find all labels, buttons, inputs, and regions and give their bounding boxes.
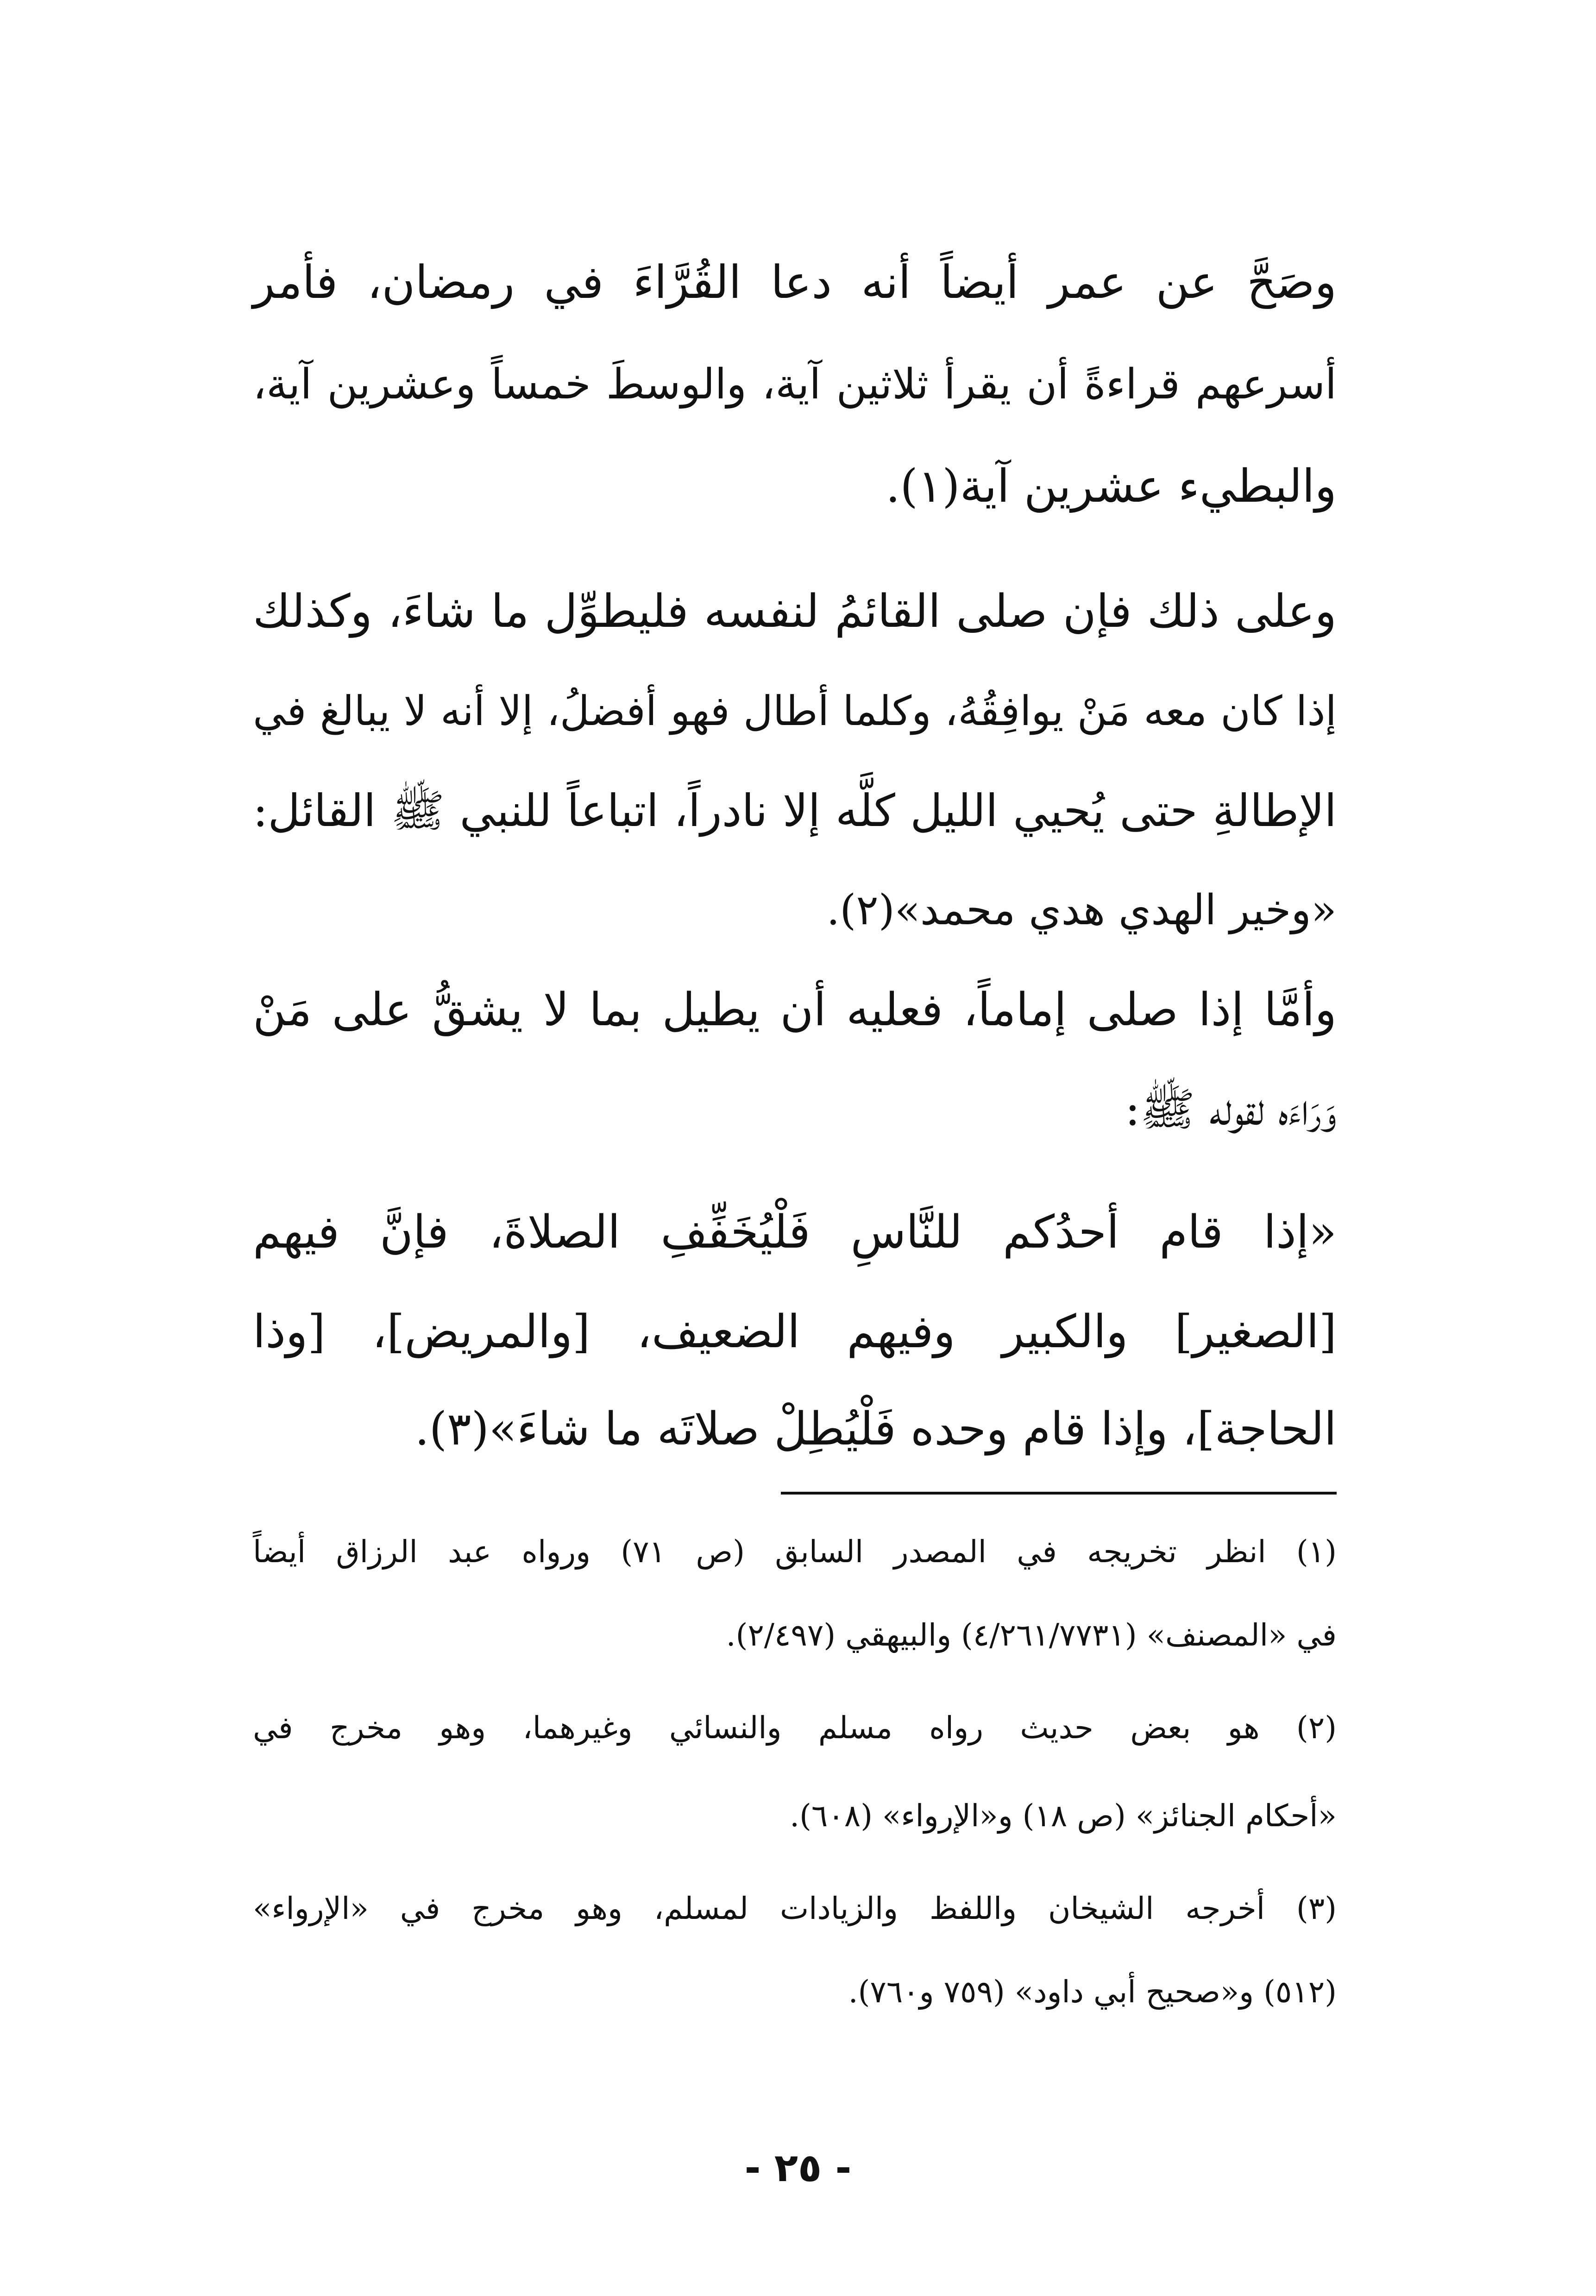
footnote-line: (٢) هو بعض حديث رواه مسلم والنسائي وغيرهما، وهو مخرج في <box>253 1710 1337 1746</box>
hadith-line: [الصغير] والكبير وفيهم الضعيف، [والمريض]، [وذا <box>253 1306 1337 1358</box>
footnote-line: (١) انظر تخريجه في المصدر السابق (ص ٧١) ورواه عبد الرزاق أيضاً <box>253 1534 1337 1570</box>
footnote-line: (٣) أخرجه الشيخان واللفظ والزيادات لمسلم، وهو مخرج في «الإرواء» <box>253 1891 1337 1926</box>
body-line: الإطالةِ حتى يُحيي الليل كلَّه إلا نادراً، اتباعاً للنبي ﷺ القائل: <box>253 785 1337 837</box>
page-number: - ٢٥ - <box>744 2145 852 2190</box>
hadith-line: «إذا قام أحدُكم للنَّاسِ فَلْيُخَفِّفِ الصلاةَ، فإنَّ فيهم <box>253 1206 1337 1259</box>
hadith-quote: «وخير الهدي هدي محمد»(٢). <box>826 886 1337 934</box>
body-line: وعلى ذلك فإن صلى القائمُ لنفسه فليطوِّل ما شاءَ، وكذلك <box>253 585 1337 638</box>
body-line: وَرَاءَه لقوله ﷺ: <box>1125 1083 1337 1136</box>
hadith-line: الحاجة]، وإذا قام وحده فَلْيُطِلْ صلاتَه ما شاءَ»(٣). <box>415 1403 1337 1456</box>
body-line: أسرعهم قراءةً أن يقرأ ثلاثين آية، والوسطَ خمساً وعشرين آية، <box>253 360 1337 409</box>
footnote-line: (٥١٢) و«صحيح أبي داود» (٧٥٩ و٧٦٠). <box>848 1974 1337 2010</box>
footnote-line: في «المصنف» (٤/٢٦١/٧٧٣١) والبيهقي (٢/٤٩٧). <box>726 1617 1337 1653</box>
footnote-line: «أحكام الجنائز» (ص ١٨) و«الإرواء» (٦٠٨). <box>790 1798 1337 1834</box>
body-line: وأمَّا إذا صلى إماماً، فعليه أن يطيل بما لا يشقُّ على مَنْ <box>253 984 1337 1036</box>
body-line: إذا كان معه مَنْ يوافِقُهُ، وكلما أطال فهو أفضلُ، إلا أنه لا يبالغ في <box>253 687 1337 735</box>
body-line: وصَحَّ عن عمر أيضاً أنه دعا القُرَّاءَ في رمضان، فأمر <box>253 256 1337 309</box>
footnote-separator <box>781 1492 1337 1495</box>
body-line: والبطيء عشرين آية(١). <box>886 460 1337 513</box>
